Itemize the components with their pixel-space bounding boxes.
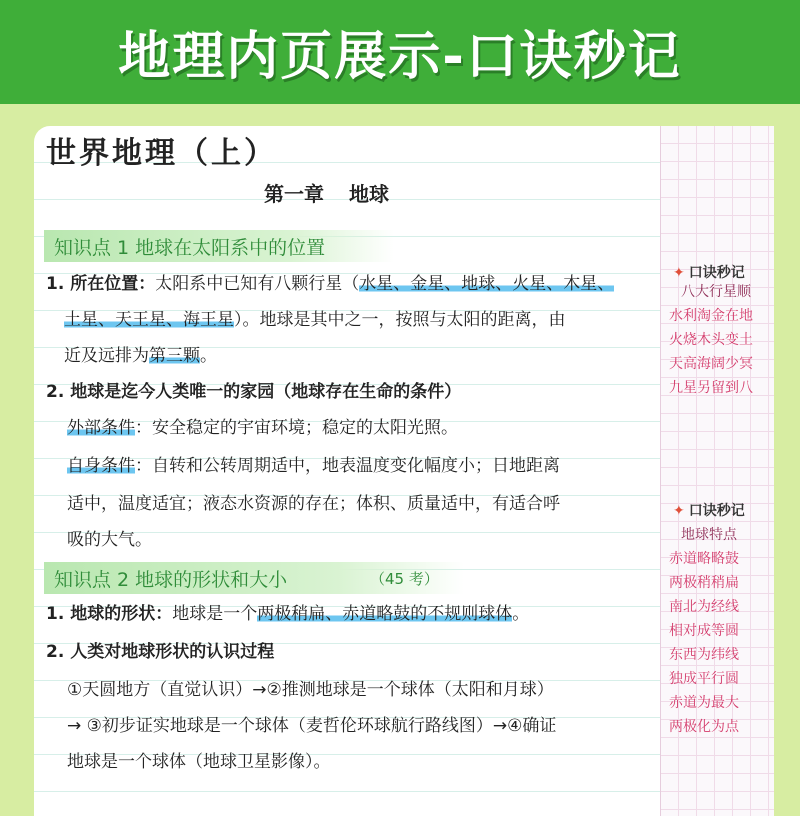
highlight: 自身条件 — [67, 456, 135, 476]
shape-line: 1. 地球的形状：地球是一个两极稍扁、赤道略鼓的不规则球体。 — [46, 604, 530, 624]
mnemonic-line: 相对成等圆 — [669, 623, 739, 639]
mnemonic-line: 水利淘金在地 — [669, 308, 753, 324]
mnemonic-heading-1: ✦ 口诀秒记 — [673, 265, 745, 281]
mnemonic-line: 两极稍稍扁 — [669, 575, 739, 591]
cognition-line-3: 地球是一个球体（地球卫星影像）。 — [67, 752, 331, 772]
mnemonic-line: 南北为经线 — [669, 599, 739, 615]
mnemonic-line: 东西为纬线 — [669, 647, 739, 663]
self-conditions: 自身条件：自转和公转周期适中，地表温度变化幅度小；日地距离 — [67, 456, 560, 476]
banner-title: 地理内页展示-口诀秒记 — [118, 27, 682, 87]
spark-icon: ✦ — [673, 265, 685, 281]
spark-icon: ✦ — [673, 503, 685, 519]
knowledge-point-label: 知识点 2 地球的形状和大小 — [54, 569, 288, 591]
chapter-title: 第一章 地球 — [264, 182, 389, 206]
highlight: 两极稍扁、赤道略鼓的不规则球体 — [257, 604, 513, 624]
knowledge-point-label: 知识点 1 地球在太阳系中的位置 — [54, 237, 326, 259]
home-heading: 2. 地球是迄今人类唯一的家园（地球存在生命的条件） — [46, 382, 462, 402]
highlight: 水星、金星、地球、火星、木星、 — [359, 274, 615, 294]
highlight: 土星、天王星、海王星 — [64, 310, 234, 330]
mnemonic-line: 天高海阔少冥 — [669, 356, 753, 372]
mnemonic-line: 赤道为最大 — [669, 695, 739, 711]
self-conditions-line-3: 吸的大气。 — [67, 530, 152, 550]
mnemonic-heading-2: ✦ 口诀秒记 — [673, 503, 745, 519]
external-conditions: 外部条件：安全稳定的宇宙环境；稳定的太阳光照。 — [67, 418, 458, 438]
cognition-line-1: ①天圆地方（直觉认识）→②推测地球是一个球体（太阳和月球） — [67, 680, 554, 700]
position-line-3: 近及远排为第三颗。 — [64, 346, 217, 366]
highlight: 第三颗 — [149, 346, 200, 366]
position-line-1: 1. 所在位置：太阳系中已知有八颗行星（水星、金星、地球、火星、木星、 — [46, 274, 615, 294]
cognition-heading: 2. 人类对地球形状的认识过程 — [46, 642, 275, 662]
book-title: 世界地理（上） — [46, 136, 277, 171]
highlight: 外部条件 — [67, 418, 135, 438]
mnemonic-line: 独成平行圆 — [669, 671, 739, 687]
mnemonic-line: 九星另留到八 — [669, 380, 753, 396]
mnemonic-line: 火烧木头变土 — [669, 332, 753, 348]
header-banner — [0, 0, 800, 104]
mnemonic-subtitle-1: 八大行星顺 — [681, 284, 751, 300]
knowledge-point-1 — [44, 230, 394, 262]
exam-count-badge: （45 考） — [370, 570, 439, 588]
knowledge-point-2 — [44, 562, 464, 594]
mnemonic-line: 赤道略略鼓 — [669, 551, 739, 567]
position-line-2: 土星、天王星、海王星）。地球是其中之一，按照与太阳的距离，由 — [64, 310, 566, 330]
cognition-line-2: → ③初步证实地球是一个球体（麦哲伦环球航行路线图）→④确证 — [67, 716, 557, 736]
mnemonic-line: 两极化为点 — [669, 719, 739, 735]
self-conditions-line-2: 适中，温度适宜；液态水资源的存在；体积、质量适中，有适合呼 — [67, 494, 560, 514]
mnemonic-subtitle-2: 地球特点 — [681, 527, 737, 543]
margin-column — [660, 126, 774, 816]
book-page — [34, 126, 774, 816]
